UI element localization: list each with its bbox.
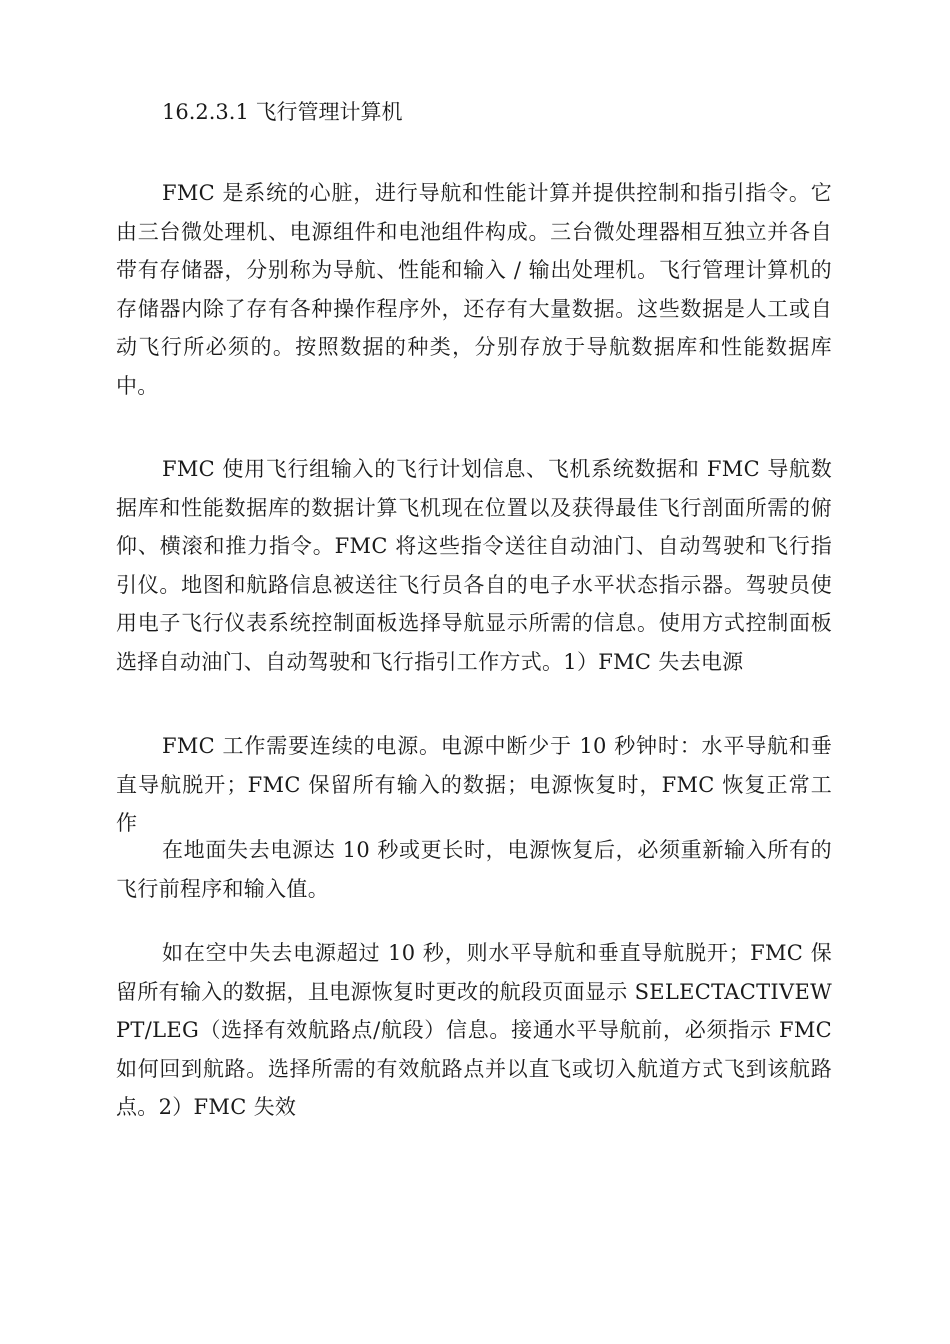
- paragraph-power-loss-ground: 在地面失去电源达 10 秒或更长时，电源恢复后，必须重新输入所有的飞行前程序和输入值。: [116, 838, 832, 901]
- paragraph-fmc-overview: FMC 是系统的心脏，进行导航和性能计算并提供控制和指引指令。它由三台微处理机、电源组件和电池组件构成。三台微处理器相互独立并各自带有存储器，分别称为导航、性能和输入 / 输出处理机。飞行管理计算机的存储器内除了存有各种操作程序外，还存有大量数据。这些数据是人工或自动飞行所必须的。按照数据的种类，分别存放于导航数据库和性能数据库中。: [116, 181, 832, 398]
- paragraph-power-loss-air: 如在空中失去电源超过 10 秒，则水平导航和垂直导航脱开；FMC 保留所有输入的数据，且电源恢复时更改的航段页面显示 SELECTACTIVEWPT/LEG（选择有效航路点/航段）信息。接通水平导航前，必须指示 FMC 如何回到航路。选择所需的有效航路点并以直飞或切入航道方式飞到该航路点。2）FMC 失效: [116, 941, 832, 1119]
- section-heading: 16.2.3.1 飞行管理计算机: [162, 100, 403, 124]
- paragraph-fmc-function: FMC 使用飞行组输入的飞行计划信息、飞机系统数据和 FMC 导航数据库和性能数据库的数据计算飞机现在位置以及获得最佳飞行剖面所需的俯仰、横滚和推力指令。FMC 将这些指令送往自动油门、自动驾驶和飞行指引仪。地图和航路信息被送往飞行员各自的电子水平状态指示器。驾驶员使用电子飞行仪表系统控制面板选择导航显示所需的信息。使用方式控制面板选择自动油门、自动驾驶和飞行指引工作方式。1）FMC 失去电源: [116, 457, 832, 674]
- paragraph-power-interrupt-short: FMC 工作需要连续的电源。电源中断少于 10 秒钟时：水平导航和垂直导航脱开；FMC 保留所有输入的数据；电源恢复时，FMC 恢复正常工作: [116, 734, 832, 835]
